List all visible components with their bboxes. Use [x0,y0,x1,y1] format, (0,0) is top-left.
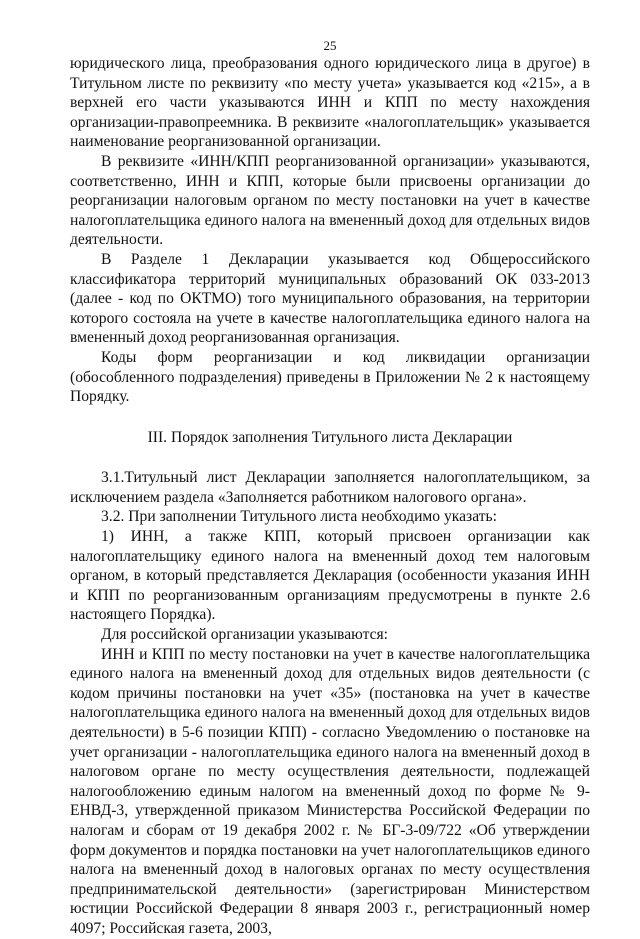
paragraph-inn-kpp-registration: ИНН и КПП по месту постановки на учет в качестве налогоплательщика единого налога на вмененный доход для отдельных видов деятельности (с кодом причины постановки на учет «35» (постановка на учет в качестве налогоплательщика единого налога на вмененный доход для отдельных видов деятельности) в 5-6 позиции КПП) - согласно Уведомлению о постановке на учет организации - налогоплательщика единого налога на вмененный доход в налоговом органе по месту осуществления деятельности, подлежащей налогообложению единым налогом на вмененный доход по форме № 9-ЕНВД-3, утвержденной приказом Министерства Российской Федерации по налогам и сборам от 19 декабря 2002 г. № БГ-3-09/722 «Об утверждении форм документов и порядка постановки на учет налогоплательщиков единого налога на вмененный доход в налоговых органах по месту осуществления предпринимательской деятельности» (зарегистрирован Министерством юстиции Российской Федерации 8 января 2003 г., регистрационный номер 4097; Российская газета, 2003, [70,645,590,937]
paragraph-russian-organization: Для российской организации указываются: [101,626,389,644]
paragraph-oktmo-code: В Разделе 1 Декларации указывается код Общероссийского классификатора территорий муниципальных образований ОК 033-2013 (далее - код по ОКТМО) того муниципального образования, на территории которого состояла на учете в качестве налогоплательщика единого налога на вмененный доход реорганизованная организация. [70,250,590,347]
document-body [70,54,590,939]
paragraph-3-2: 3.2. При заполнении Титульного листа необходимо указать: [101,508,497,526]
paragraph-inn-kpp-reorganized: В реквизите «ИНН/КПП реорганизованной организации» указываются, соответственно, ИНН и КПП, которые были присвоены организации до реорганизации налоговым органом по месту постановки на учет в качестве налогоплательщика единого налога на вмененный доход для отдельных видов деятельности. [70,152,590,249]
paragraph-reorganization-continuation: юридического лица, преобразования одного юридического лица в другое) в Титульном листе по реквизиту «по месту учета» указывается код «215», а в верхней его части указываются ИНН и КПП по месту нахождения организации-правопреемника. В реквизите «налогоплательщик» указывается наименование реорганизованной организации. [70,55,590,151]
document-page [70,0,590,937]
section-heading: III. Порядок заполнения Титульного листа Декларации [147,428,513,446]
list-item-1: 1) ИНН, а также КПП, который присвоен организации как налогоплательщику единого налога на вмененный доход тем налоговым органом, в который представляется Декларация (особенности указания ИНН и КПП по реорганизованным организациям предусмотрены в пункте 2.6 настоящего Порядка). [70,528,590,624]
page-number: 25 [323,38,337,53]
paragraph-3-1: 3.1.Титульный лист Декларации заполняется налогоплательщиком, за исключением раздела «Заполняется работником налогового органа». [70,469,590,506]
paragraph-reorganization-codes: Коды форм реорганизации и код ликвидации организации (обособленного подразделения) приведены в Приложении № 2 к настоящему Порядку. [70,348,590,406]
